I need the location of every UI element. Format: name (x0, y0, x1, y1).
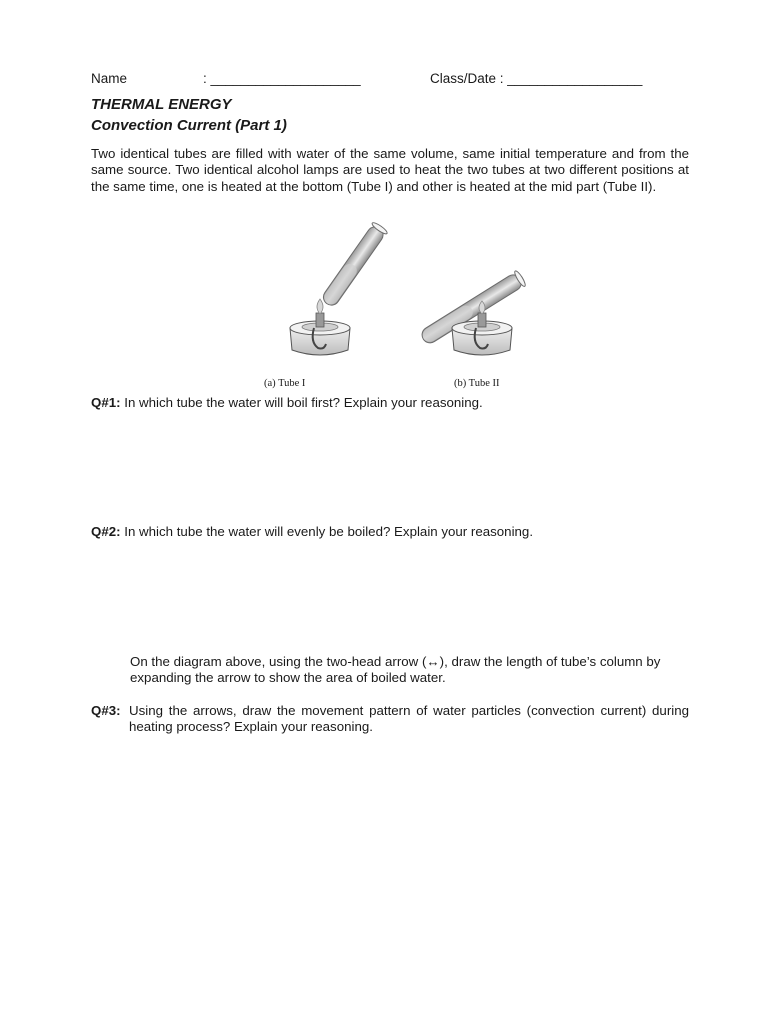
class-date-field (430, 71, 642, 86)
tube-1 (319, 221, 388, 309)
name-label: Name (91, 71, 128, 86)
class-date-blank: __________________ (507, 71, 643, 86)
question-3 (91, 703, 689, 736)
question-1 (91, 395, 483, 411)
diagram-instruction: On the diagram above, using the two-head arrow (↔), draw the length of tube’s column by expanding the arrow to show the area of boiled water. (130, 654, 661, 686)
intro-paragraph: Two identical tubes are filled with water of the same volume, same initial temperature and from the same source. Two identical alcohol lamps are used to heat the two tubes at two different positions at the same time, one is heated at the bottom (Tube I) and other is heated at the mid part (Tube II). (91, 146, 689, 194)
question-3-label: Q#3: (91, 703, 121, 718)
caption-tube-1: (a) Tube I (264, 378, 306, 389)
name-blank: ____________________ (210, 71, 361, 86)
alcohol-lamp-1 (290, 299, 350, 355)
worksheet-subtitle: Convection Current (Part 1) (91, 117, 287, 134)
question-3-text: Using the arrows, draw the movement pattern of water particles (convection current) during heating process? Explain your reasoning. (129, 703, 689, 735)
question-2-text: In which tube the water will evenly be boiled? Explain your reasoning. (124, 524, 534, 539)
class-date-label: Class/Date : (430, 71, 504, 86)
name-separator (203, 71, 361, 86)
tubes-figure (240, 210, 540, 380)
caption-tube-2: (b) Tube II (454, 378, 500, 389)
question-1-text: In which tube the water will boil first? Explain your reasoning. (124, 395, 483, 410)
name-colon: : (203, 71, 207, 86)
question-2-label: Q#2: (91, 524, 121, 539)
question-2 (91, 524, 533, 540)
worksheet-title: THERMAL ENERGY (91, 96, 232, 113)
question-1-label: Q#1: (91, 395, 121, 410)
